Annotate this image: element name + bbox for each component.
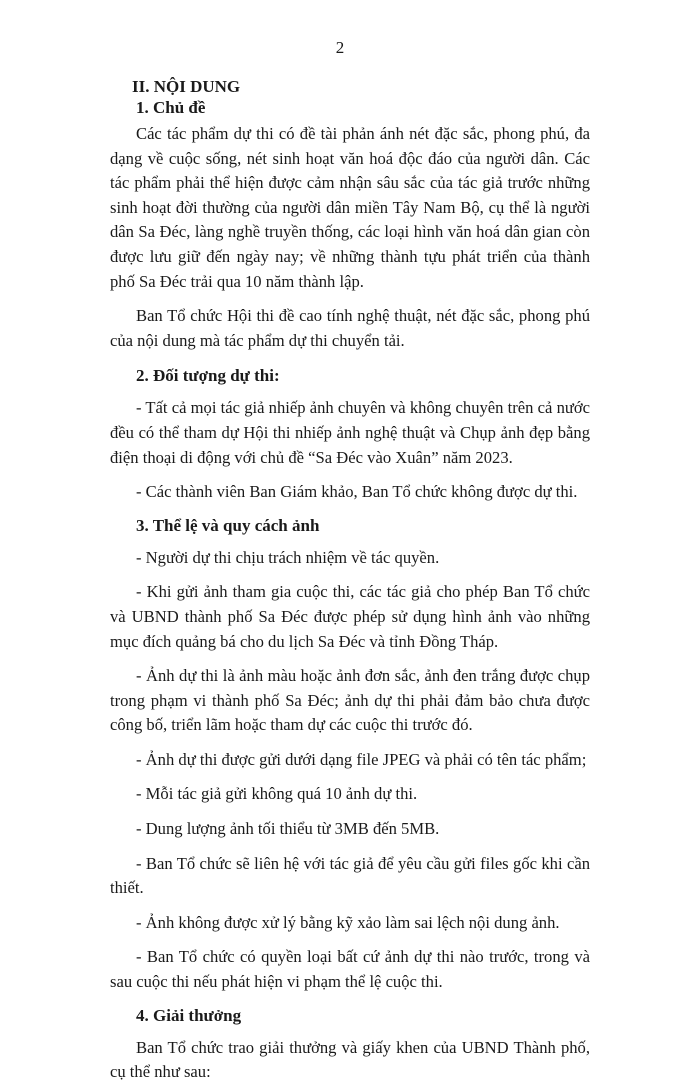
rule-item: - Khi gửi ảnh tham gia cuộc thi, các tác giả cho phép Ban Tổ chức và UBND thành phố Sa Đéc được phép sử dụng hình ảnh vào những mục đích quảng bá cho du lịch Sa Đéc và tỉnh Đồng Tháp.	[110, 582, 590, 651]
paragraph-participants-eligible: - Tất cả mọi tác giả nhiếp ảnh chuyên và không chuyên trên cả nước đều có thể tham dự Hội thi nhiếp ảnh nghệ thuật và Chụp ảnh đẹp bằng điện thoại di động với chủ đề “Sa Đéc vào Xuân” năm 2023.	[110, 398, 590, 467]
paragraph-topic-description: Các tác phẩm dự thi có đề tài phản ánh nét đặc sắc, phong phú, đa dạng về cuộc sống, nét sinh hoạt văn hoá độc đáo của người dân. Các tác phẩm phải thể hiện được cảm nhận sâu sắc của tác giả trước những sinh hoạt đời thường của người dân miền Tây Nam Bộ, cụ thể là người dân Sa Đéc, làng nghề truyền thống, các loại hình văn hoá dân gian còn được lưu giữ đến ngày nay; về những thành tựu phát triển của thành phố Sa Đéc trải qua 10 năm thành lập.	[110, 124, 590, 291]
rule-item: - Người dự thi chịu trách nhiệm về tác quyền.	[136, 547, 440, 567]
heading-topic: 1. Chủ đề	[136, 98, 206, 117]
paragraph-participants-excluded: - Các thành viên Ban Giám khảo, Ban Tổ chức không được dự thi.	[136, 482, 578, 502]
rule-item: - Dung lượng ảnh tối thiểu từ 3MB đến 5MB.	[136, 819, 440, 839]
rule-item: - Ban Tổ chức có quyền loại bất cứ ảnh dự thi nào trước, trong và sau cuộc thi nếu phát hiện vi phạm thể lệ cuộc thi.	[110, 947, 590, 992]
page-number: 2	[335, 38, 345, 57]
paragraph-awards: Ban Tổ chức trao giải thưởng và giấy khen của UBND Thành phố, cụ thể như sau:	[110, 1037, 590, 1082]
rule-item: - Mỗi tác giả gửi không quá 10 ảnh dự thi.	[136, 784, 418, 804]
rule-item: - Ban Tổ chức sẽ liên hệ với tác giả để yêu cầu gửi files gốc khi cần thiết.	[110, 853, 590, 898]
section-title: II. NỘI DUNG	[132, 77, 241, 96]
heading-awards: 4. Giải thưởng	[136, 1005, 242, 1025]
rule-item: - Ảnh không được xử lý bằng kỹ xảo làm sai lệch nội dung ảnh.	[136, 912, 560, 932]
document-body	[110, 76, 590, 1085]
rule-item: - Ảnh dự thi là ảnh màu hoặc ảnh đơn sắc, ảnh đen trắng được chụp trong phạm vi thành phố Sa Đéc; ảnh dự thi phải đảm bảo chưa được công bố, triển lãm hoặc tham dự các cuộc thi trước đó.	[110, 666, 590, 735]
rule-item: - Ảnh dự thi được gửi dưới dạng file JPEG và phải có tên tác phẩm;	[136, 749, 587, 769]
paragraph-topic-emphasis: Ban Tổ chức Hội thi đề cao tính nghệ thuật, nét đặc sắc, phong phú của nội dung mà tác phẩm dự thi chuyển tải.	[110, 306, 590, 350]
heading-rules: 3. Thể lệ và quy cách ảnh	[136, 515, 320, 535]
heading-participants: 2. Đối tượng dự thi:	[136, 366, 280, 386]
